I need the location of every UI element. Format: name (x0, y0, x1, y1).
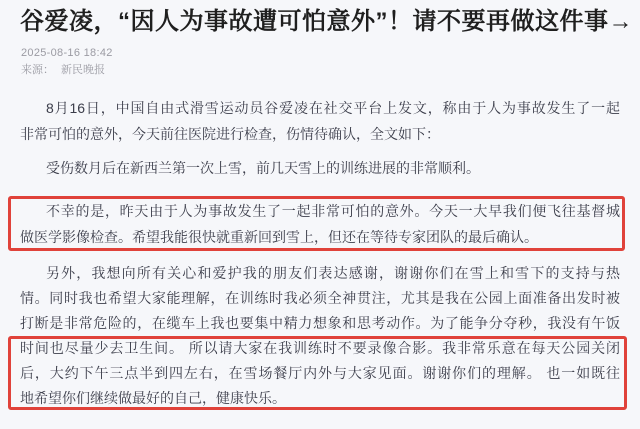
body-line: 受伤数月后在新西兰第一次上雪，前几天雪上的训练进展的非常顺利。 (46, 160, 480, 176)
source-row (21, 61, 105, 77)
body-line: 不幸的是，昨天由于人为事故发生了一起非常可怕的意外。今天一大早我们便飞往基督城 (46, 203, 620, 219)
paragraph-training (20, 155, 620, 181)
publish-date: 2025-08-16 18:42 (21, 47, 113, 59)
body-line: 非常可怕的意外，今天前往医院进行检查，伤情待确认，全文如下： (20, 126, 440, 142)
paragraph-thanks (20, 261, 620, 411)
body-line: 后，大约下午三点半到四左右，在雪场餐厅内外与大家见面。谢谢你们的理解。 也一如既往 (20, 365, 620, 381)
article-title: 谷爱凌，“因人为事故遭可怕意外”！请不要再做这件事→ (20, 8, 633, 35)
source-name: 新民晚报 (61, 64, 105, 76)
body-line: 另外，我想向所有关心和爱护我的朋友们表达感谢，谢谢你们在雪上和雪下的支持与热 (46, 265, 620, 281)
body-line: 情。同时我也希望大家能理解，在训练时我必须全神贯注，尤其是我在公园上面准备出发时被 (20, 290, 620, 306)
body-line: 打断是非常危险的，在缆车上我也要集中精力想象和思考动作。为了能争分夺秒，我没有午饭 (20, 315, 620, 331)
body-line: 做医学影像检查。希望我能很快就重新回到雪上，但还在等待专家团队的最后确认。 (20, 229, 538, 245)
paragraph-accident (20, 198, 620, 250)
body-line: 8月16日，中国自由式滑雪运动员谷爱凌在社交平台上发文，称由于人为事故发生了一起 (46, 100, 620, 116)
source-label: 来源： (21, 64, 54, 76)
body-line: 地希望你们继续做最好的自己，健康快乐。 (20, 390, 286, 406)
body-line: 时间也尽量少去卫生间。 所以请大家在我训练时不要录像合影。我非常乐意在每天公园关闭 (20, 340, 620, 356)
paragraph-intro (20, 95, 620, 147)
